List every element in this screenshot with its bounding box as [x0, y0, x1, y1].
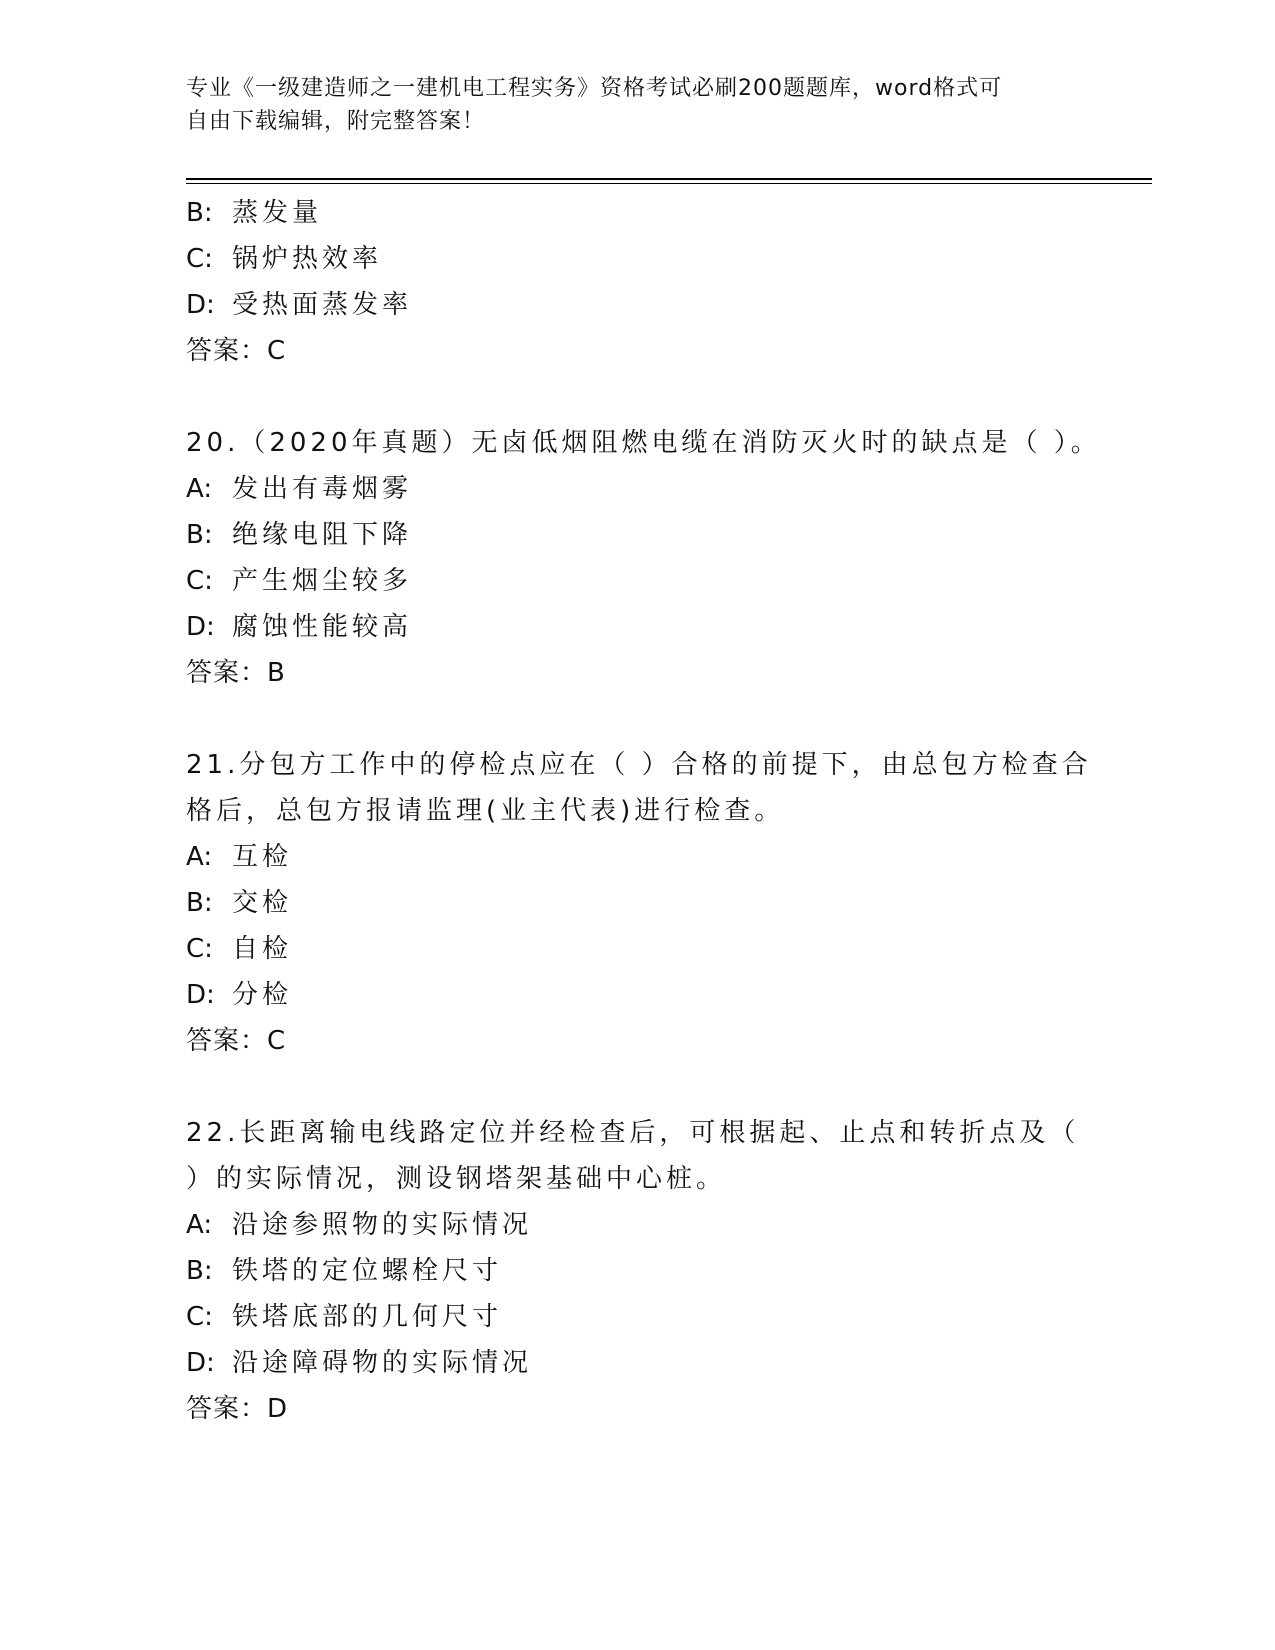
- option-letter: C:: [186, 934, 213, 964]
- option-d: [186, 972, 1086, 1018]
- option-c: [186, 558, 1086, 604]
- option-letter: A:: [186, 842, 213, 872]
- option-text: 发出有毒烟雾: [232, 474, 413, 504]
- option-letter: A:: [186, 1210, 213, 1240]
- option-letter: D:: [186, 980, 215, 1010]
- option-b: [186, 190, 1086, 236]
- answer-line: 答案：D: [186, 1394, 289, 1424]
- question-text: 21.分包方工作中的停检点应在（ ）合格的前提下，由总包方检查合: [186, 750, 1092, 780]
- option-c: [186, 1294, 1086, 1340]
- option-letter: D:: [186, 612, 215, 642]
- option-letter: C:: [186, 566, 213, 596]
- option-text: 产生烟尘较多: [232, 566, 413, 596]
- question-list: [186, 190, 1101, 1432]
- document-header: [186, 72, 1066, 138]
- option-text: 蒸发量: [232, 198, 323, 228]
- option-d: [186, 604, 1086, 650]
- option-letter: D:: [186, 290, 215, 320]
- option-a: [186, 466, 1086, 512]
- option-text: 受热面蒸发率: [232, 290, 413, 320]
- spacer: [186, 696, 1086, 742]
- option-text: 互检: [232, 842, 293, 872]
- option-letter: B:: [186, 198, 213, 228]
- header-line-1: 专业《一级建造师之一建机电工程实务》资格考试必刷200题题库，word格式可: [186, 76, 1003, 101]
- option-a: [186, 834, 1086, 880]
- option-letter: B:: [186, 888, 213, 918]
- header-divider-thick: [186, 178, 1152, 180]
- option-text: 铁塔的定位螺栓尺寸: [232, 1256, 503, 1286]
- option-c: [186, 926, 1086, 972]
- option-letter: A:: [186, 474, 213, 504]
- option-b: [186, 1248, 1086, 1294]
- question-text: ）的实际情况，测设钢塔架基础中心桩。: [186, 1164, 727, 1194]
- question-text: 格后，总包方报请监理(业主代表)进行检查。: [186, 796, 785, 826]
- option-text: 沿途参照物的实际情况: [232, 1210, 533, 1240]
- option-text: 腐蚀性能较高: [232, 612, 413, 642]
- option-b: [186, 880, 1086, 926]
- option-letter: C:: [186, 244, 213, 274]
- option-text: 自检: [232, 934, 293, 964]
- question-text: 20.（2020年真题）无卤低烟阻燃电缆在消防灭火时的缺点是（ ）。: [186, 428, 1101, 458]
- answer-line: 答案：C: [186, 336, 287, 366]
- option-letter: B:: [186, 520, 213, 550]
- header-divider-thin: [186, 183, 1152, 184]
- option-letter: B:: [186, 1256, 213, 1286]
- option-text: 锅炉热效率: [232, 244, 383, 274]
- answer-line: 答案：B: [186, 658, 286, 688]
- question-21: [186, 742, 1092, 1064]
- option-d: [186, 282, 1086, 328]
- option-d: [186, 1340, 1086, 1386]
- option-b: [186, 512, 1086, 558]
- option-letter: D:: [186, 1348, 215, 1378]
- question-text: 22.长距离输电线路定位并经检查后，可根据起、止点和转折点及（: [186, 1118, 1080, 1148]
- option-text: 绝缘电阻下降: [232, 520, 413, 550]
- spacer: [186, 374, 1086, 420]
- question-22: [186, 1110, 1086, 1432]
- option-text: 分检: [232, 980, 293, 1010]
- option-letter: C:: [186, 1302, 213, 1332]
- option-c: [186, 236, 1086, 282]
- question-19-tail: [186, 190, 1086, 374]
- option-text: 铁塔底部的几何尺寸: [232, 1302, 503, 1332]
- option-text: 沿途障碍物的实际情况: [232, 1348, 533, 1378]
- question-20: [186, 420, 1101, 696]
- header-line-2: 自由下载编辑，附完整答案！: [186, 109, 486, 134]
- option-a: [186, 1202, 1086, 1248]
- answer-line: 答案：C: [186, 1026, 287, 1056]
- spacer: [186, 1064, 1086, 1110]
- option-text: 交检: [232, 888, 293, 918]
